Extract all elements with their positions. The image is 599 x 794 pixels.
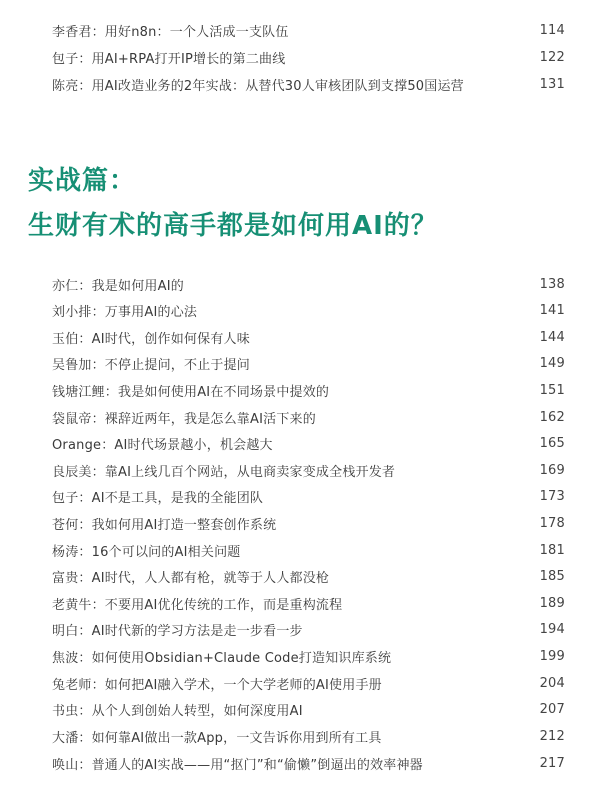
toc-entry: [52, 697, 565, 721]
toc-entry-page: 189: [539, 595, 565, 611]
toc-entry-title: 富贵：AI时代，人人都有枪，就等于人人都没枪: [52, 570, 330, 586]
toc-entry-page: 194: [539, 621, 565, 637]
toc-entry-title: 袋鼠帝：裸辞近两年，我是怎么靠AI活下来的: [52, 411, 316, 427]
toc-entry: [52, 724, 565, 748]
toc-entry-title: 吴鲁加：不停止提问，不止于提问: [52, 357, 251, 373]
section-heading-line2: 生财有术的高手都是如何用AI的？: [28, 211, 438, 241]
toc-entry: [52, 564, 565, 588]
toc-entry-title: 书虫：从个人到创始人转型，如何深度用AI: [52, 703, 303, 719]
toc-entry-page: 138: [539, 276, 565, 292]
toc-entry-title: 包子：AI不是工具，是我的全能团队: [52, 490, 264, 506]
toc-entry-title: 玉伯：AI时代，创作如何保有人味: [52, 331, 250, 347]
toc-entry-title: 大潘：如何靠AI做出一款App，一文告诉你用到所有工具: [52, 730, 382, 746]
toc-entry: [52, 18, 565, 42]
toc-entry: [52, 351, 565, 375]
toc-entry: [52, 458, 565, 482]
toc-entry: [52, 591, 565, 615]
toc-entry-title: 明白：AI时代新的学习方法是走一步看一步: [52, 623, 303, 639]
toc-entry: [52, 45, 565, 69]
toc-entry-title: 包子：用AI+RPA打开IP增长的第二曲线: [52, 51, 286, 67]
toc-entry-title: 亦仁：我是如何用AI的: [52, 278, 184, 294]
toc-entry-page: 131: [539, 76, 565, 92]
toc-entry-page: 178: [539, 515, 565, 531]
toc-entry-page: 151: [539, 382, 565, 398]
toc-entry: [52, 511, 565, 535]
toc-entry-title: 杨涛：16个可以问的AI相关问题: [52, 544, 241, 560]
toc-entry: [52, 751, 565, 775]
toc-entry: [52, 644, 565, 668]
toc-entry: [52, 272, 565, 296]
toc-entry-page: 114: [539, 22, 565, 38]
toc-entry-title: 兔老师：如何把AI融入学术，一个大学老师的AI使用手册: [52, 677, 382, 693]
toc-entry-page: 204: [539, 675, 565, 691]
toc-entry: [52, 405, 565, 429]
toc-entry: [52, 325, 565, 349]
toc-entry: [52, 72, 565, 96]
section-heading-line1: 实战篇：: [28, 166, 137, 196]
toc-entry-title: 李香君：用好n8n：一个人活成一支队伍: [52, 24, 289, 40]
toc-entry-page: 122: [539, 49, 565, 65]
toc-entry-title: 焦波：如何使用Obsidian+Claude Code打造知识库系统: [52, 650, 392, 666]
toc-entry-title: 良辰美：靠AI上线几百个网站，从电商卖家变成全栈开发者: [52, 464, 396, 480]
toc-entry-page: 199: [539, 648, 565, 664]
toc-entry-title: 唤山：普通人的AI实战——用“抠门”和“偷懒”倒逼出的效率神器: [52, 757, 423, 773]
toc-entry-page: 144: [539, 329, 565, 345]
toc-entry-title: 钱塘江鲤：我是如何使用AI在不同场景中提效的: [52, 384, 330, 400]
toc-entry: [52, 298, 565, 322]
toc-entry-page: 173: [539, 488, 565, 504]
toc-entry: [52, 431, 565, 455]
toc-entry-page: 185: [539, 568, 565, 584]
toc-entry-page: 181: [539, 542, 565, 558]
toc-entry-title: 苍何：我如何用AI打造一整套创作系统: [52, 517, 277, 533]
toc-entry-title: 老黄牛：不要用AI优化传统的工作，而是重构流程: [52, 597, 343, 613]
toc-entry-title: 陈亮：用AI改造业务的2年实战：从替代30人审核团队到支撑50国运营: [52, 78, 464, 94]
toc-entry: [52, 378, 565, 402]
toc-entry-page: 212: [539, 728, 565, 744]
toc-entry: [52, 671, 565, 695]
toc-entry: [52, 617, 565, 641]
toc-entry-page: 141: [539, 302, 565, 318]
toc-entry-page: 165: [539, 435, 565, 451]
toc-entry-page: 207: [539, 701, 565, 717]
toc-entry-page: 162: [539, 409, 565, 425]
toc-entry-title: Orange：AI时代场景越小，机会越大: [52, 437, 273, 453]
toc-entry: [52, 484, 565, 508]
toc-entry: [52, 538, 565, 562]
toc-entry-page: 169: [539, 462, 565, 478]
toc-entry-page: 217: [539, 755, 565, 771]
toc-entry-title: 刘小排：万事用AI的心法: [52, 304, 198, 320]
toc-entry-page: 149: [539, 355, 565, 371]
